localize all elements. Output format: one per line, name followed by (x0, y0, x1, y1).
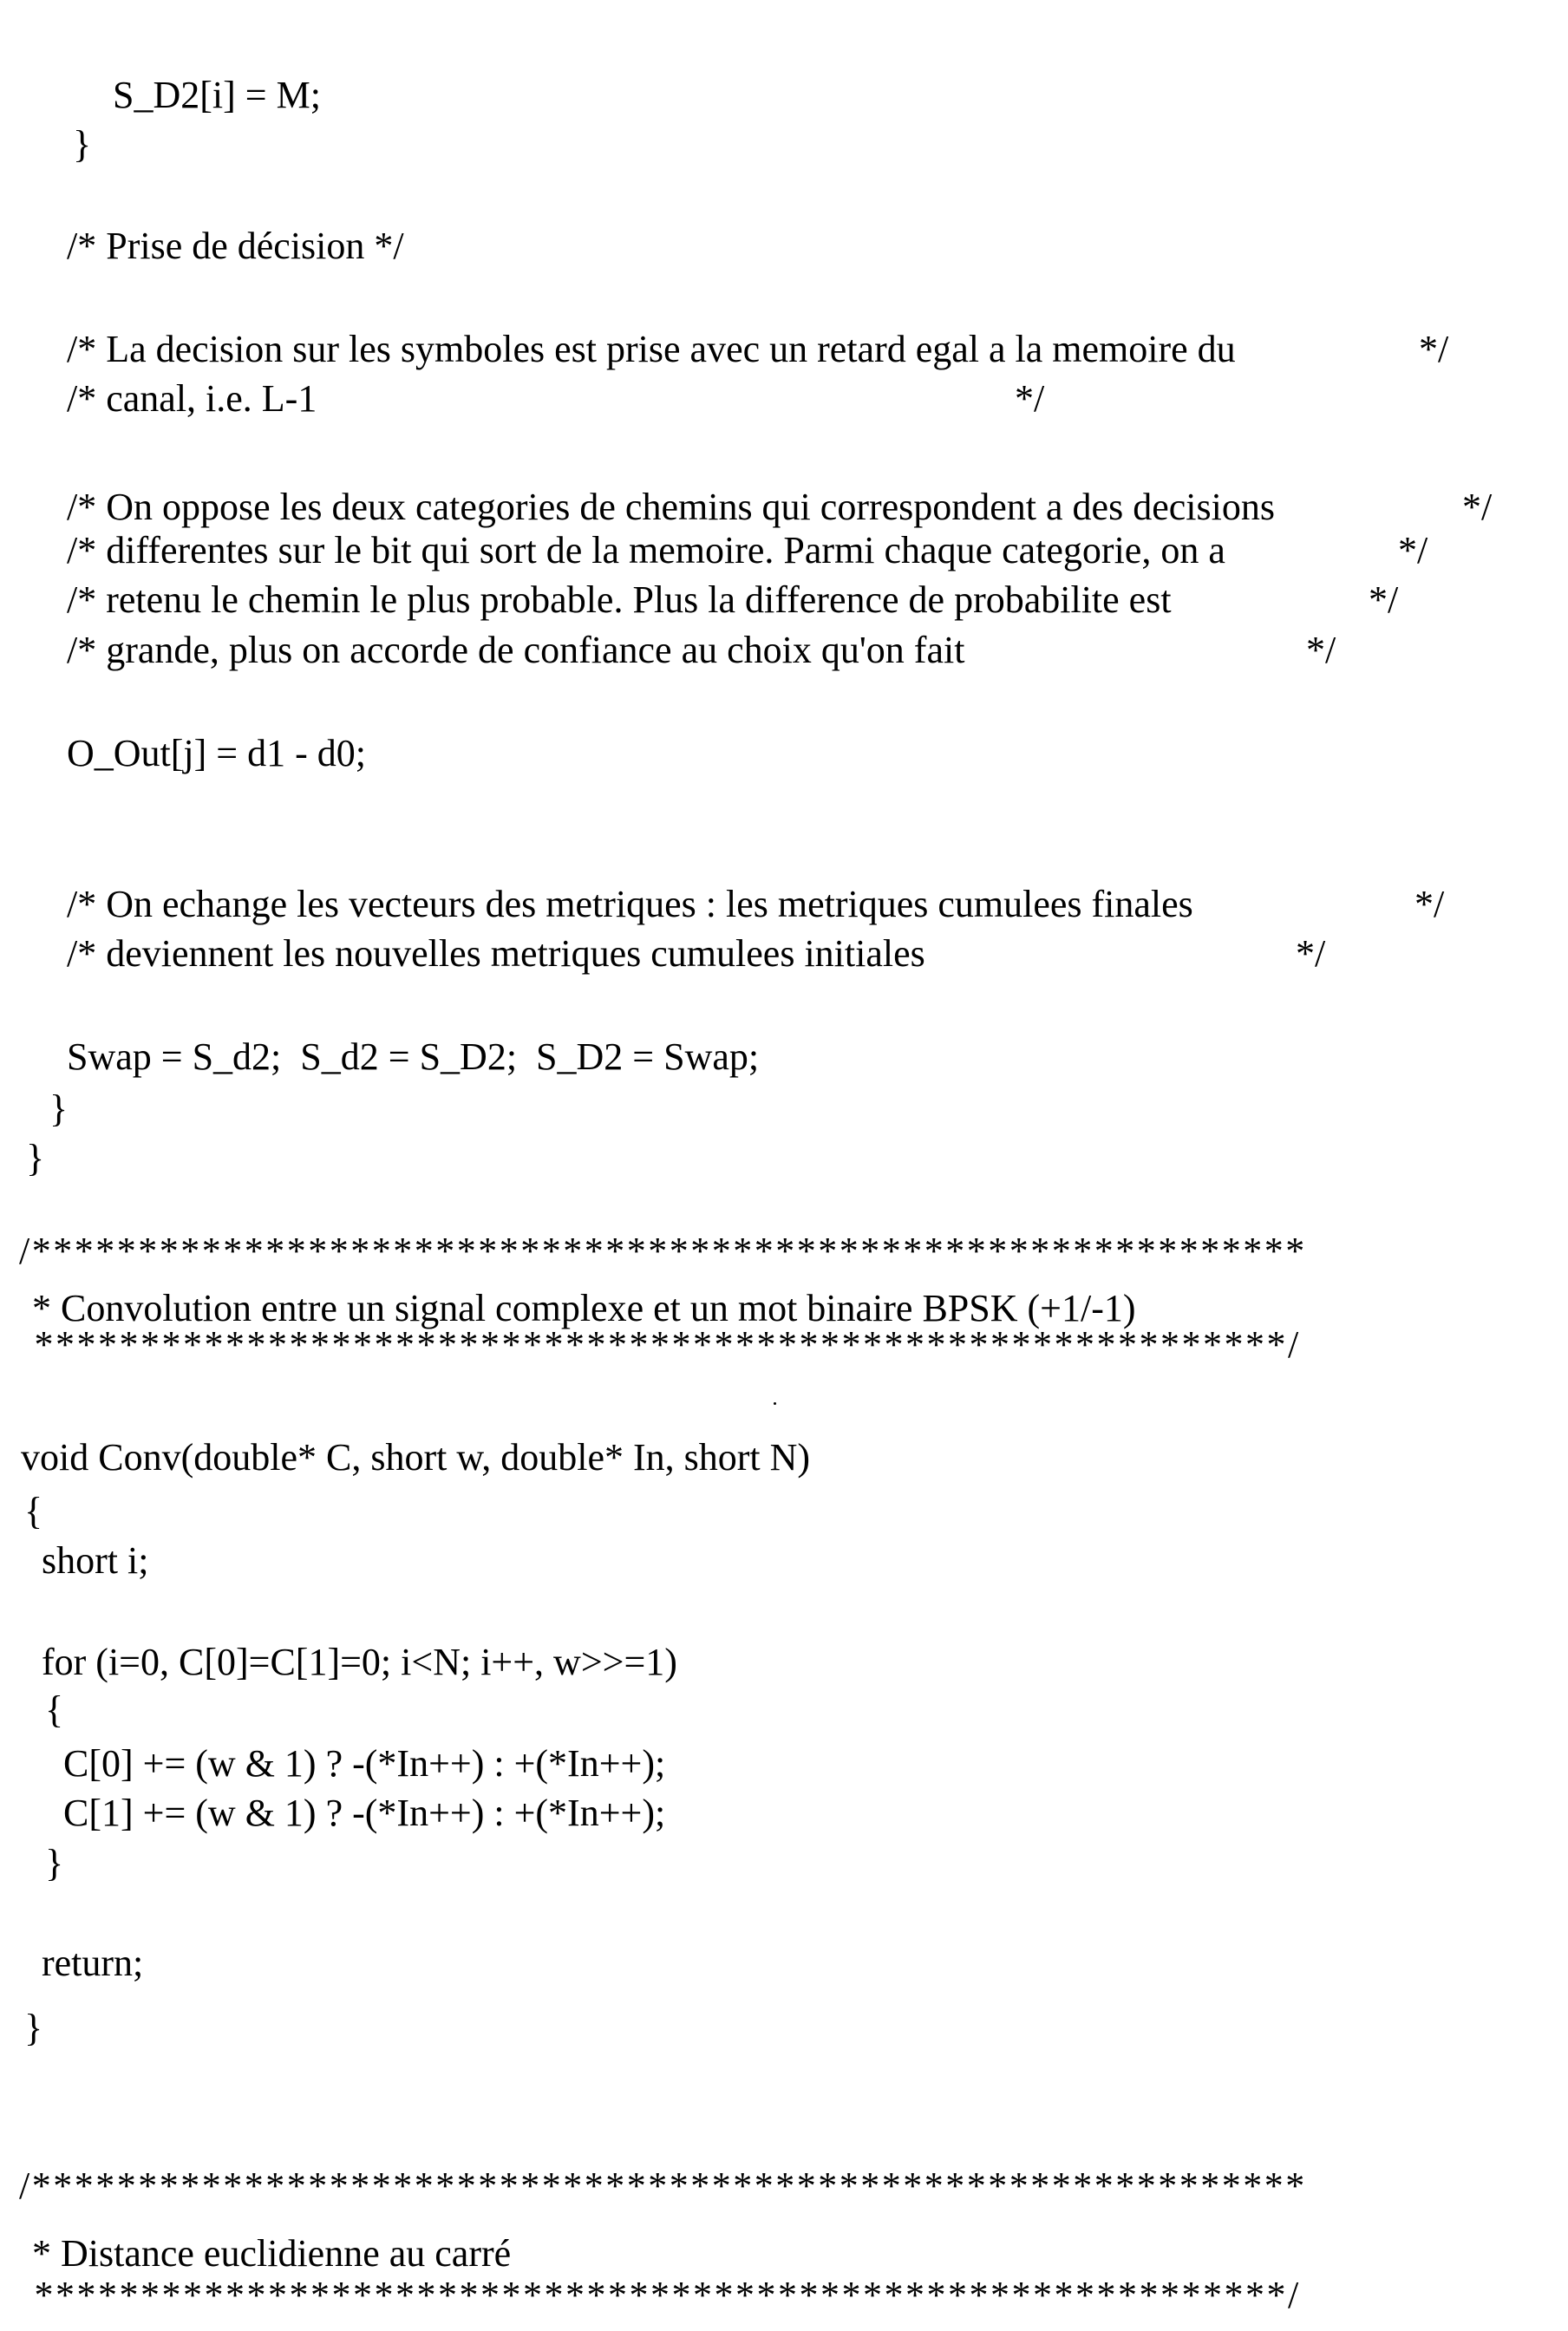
code-line-open-brace: { (24, 1490, 43, 1532)
banner-top: /************************************************************ (19, 2164, 1307, 2207)
comment-line: /* grande, plus on accorde de confiance au choix qu'on fait (67, 629, 965, 671)
scan-speck (774, 1402, 776, 1405)
comment-line: /* La decision sur les symboles est prise avec un retard egal a la memoire du (67, 328, 1236, 370)
code-line-for-loop: for (i=0, C[0]=C[1]=0; i<N; i++, w>>=1) (42, 1641, 677, 1683)
comment-end: */ (1306, 629, 1336, 671)
banner-title-distance: * Distance euclidienne au carré (23, 2232, 512, 2275)
function-signature-conv: void Conv(double* C, short w, double* In, short N) (21, 1436, 811, 1479)
comment-line: /* differentes sur le bit qui sort de la memoire. Parmi chaque categorie, on a (67, 529, 1225, 571)
comment-line: /* deviennent les nouvelles metriques cumulees initiales (67, 932, 925, 975)
code-line-return: return; (42, 1942, 144, 1984)
comment-end: */ (1462, 486, 1493, 528)
banner-bottom: ***********************************************************/ (23, 1323, 1301, 1366)
code-line-assign-sd2: S_D2[i] = M; (113, 74, 321, 116)
code-line-output: O_Out[j] = d1 - d0; (67, 732, 366, 774)
comment-decision: /* Prise de décision */ (67, 225, 404, 267)
comment-end: */ (1296, 932, 1326, 975)
code-line-accumulate-imag: C[1] += (w & 1) ? -(*In++) : +(*In++); (63, 1792, 666, 1834)
comment-line: /* On echange les vecteurs des metriques : les metriques cumulees finales (67, 883, 1193, 925)
comment-end: */ (1419, 328, 1449, 370)
code-line-accumulate-real: C[0] += (w & 1) ? -(*In++) : +(*In++); (63, 1742, 666, 1785)
banner-top: /************************************************************ (19, 1230, 1307, 1272)
code-line-swap: Swap = S_d2; S_d2 = S_D2; S_D2 = Swap; (67, 1035, 760, 1078)
comment-line: /* retenu le chemin le plus probable. Plus la difference de probabilite est (67, 578, 1172, 621)
code-line-close-brace: } (45, 1842, 64, 1884)
code-line-declaration: short i; (42, 1539, 149, 1582)
code-line-close-brace: } (24, 2007, 43, 2049)
code-line-open-brace: { (45, 1688, 64, 1731)
banner-title-convolution: * Convolution entre un signal complexe et un mot binaire BPSK (+1/-1) (23, 1287, 1136, 1329)
comment-end: */ (1015, 377, 1045, 420)
comment-end: */ (1369, 578, 1399, 621)
banner-bottom: ***********************************************************/ (23, 2274, 1301, 2316)
comment-line: /* On oppose les deux categories de chemins qui correspondent a des decisions (67, 486, 1275, 528)
code-line-close-brace: } (49, 1087, 69, 1130)
comment-line: /* canal, i.e. L-1 (67, 377, 317, 420)
code-line-close-brace: } (73, 123, 92, 166)
comment-end: */ (1398, 529, 1428, 571)
code-line-close-brace: } (26, 1137, 45, 1179)
comment-end: */ (1414, 883, 1445, 925)
